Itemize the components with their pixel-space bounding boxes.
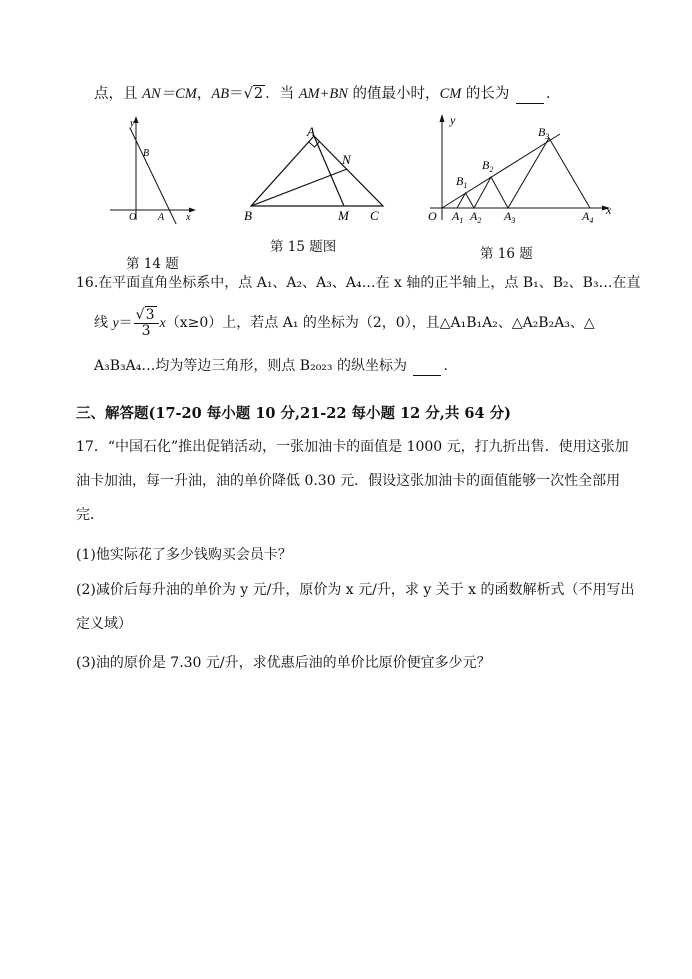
- fig14-a-label: A: [158, 212, 165, 223]
- fig16-a1-label: $A_1$: [452, 209, 464, 225]
- q15-mid: ．当: [265, 86, 299, 102]
- q16-frac-den: 3: [141, 322, 151, 339]
- q16-sqrt-sign: √: [135, 306, 145, 323]
- q16-line1: 16.在平面直角坐标系中，点 A₁、A₂、A₃、A₄…在 x 轴的正半轴上，点 B₁、B₂、B₃…在直: [76, 275, 641, 291]
- fig14-x-label: x: [186, 212, 191, 223]
- fig14-origin-label: O: [129, 212, 137, 223]
- fig16-caption: 第 16 题: [480, 246, 533, 262]
- answer-blank: [516, 89, 544, 104]
- q16-line3-end: ．: [443, 358, 458, 374]
- answer-blank: [413, 361, 441, 376]
- fig16-b2-label: $B_2$: [482, 158, 494, 174]
- sqrt-sign: √: [243, 86, 253, 102]
- fig16-x-label: x: [606, 203, 612, 217]
- q17-part3: (3)油的原价是 7.30 元/升，求优惠后油的单价比原价便宜多少元？: [76, 655, 491, 671]
- fig16-b3-label: $B_3$: [538, 125, 550, 141]
- fig16-y-label: y: [450, 113, 456, 127]
- q16-condition: （x≥0）上，若点 A₁ 的坐标为（2，0），且△A₁B₁A₂、△A₂B₂A₃、△: [165, 315, 595, 331]
- q15-an-cm: AN＝CM: [142, 86, 197, 102]
- q16-line3-text: A₃B₃A₄…均为等边三角形，则点 B₂₀₂₃ 的纵坐标为: [94, 358, 412, 374]
- q16-eq: ＝: [118, 315, 133, 331]
- fig15-a-label: A: [307, 124, 315, 139]
- q15-am-bn: AM+BN: [298, 86, 348, 102]
- q17-line1: 17．“中国石化”推出促销活动，一张加油卡的面值是 1000 元，打九折出售．使用这张加: [76, 439, 629, 455]
- q15-period: ．: [546, 86, 561, 102]
- figure-16: [420, 112, 620, 232]
- q15-text: 点，且: [94, 86, 143, 102]
- q16-line2-pre: 线: [94, 315, 113, 331]
- figure-14: [100, 112, 200, 224]
- q16-frac-num: 3: [145, 306, 155, 323]
- fig16-b1-label: $B_1$: [456, 174, 468, 190]
- q15-mid2: 的值最小时，: [347, 86, 440, 102]
- fig14-b-label: B: [143, 148, 150, 159]
- fig15-c-label: C: [370, 208, 379, 223]
- fig16-a2-label: $A_2$: [470, 209, 482, 225]
- q15-sqrt-value: 2: [253, 86, 264, 102]
- q17-part1: (1)他实际花了多少钱购买会员卡？: [76, 547, 292, 563]
- section-3-heading: 三、解答题(17-20 每小题 10 分,21-22 每小题 12 分,共 64 分): [76, 405, 511, 422]
- q16-fraction: [134, 308, 159, 339]
- q15-ab: AB: [211, 86, 230, 102]
- q15-sep: ，: [196, 86, 212, 102]
- q16-y: y: [112, 316, 119, 331]
- fig14-y-label: y: [130, 118, 135, 129]
- fig16-a3-label: $A_3$: [504, 209, 516, 225]
- q16-x: x: [159, 316, 166, 331]
- fig15-n-label: N: [342, 152, 351, 167]
- fig15-caption: 第 15 题图: [270, 239, 337, 255]
- fig15-b-label: B: [244, 208, 252, 223]
- q16-line2: [94, 306, 595, 341]
- q15-cm: CM: [439, 86, 462, 102]
- fig16-origin-label: O: [428, 209, 437, 223]
- q17-part2-line2: 定义域）: [76, 616, 132, 632]
- q17-line3: 完．: [76, 507, 104, 523]
- q15-condition-line: [94, 84, 561, 104]
- q17-line2: 油卡加油，每一升油，油的单价降低 0.30 元．假设这张加油卡的面值能够一次性全部用: [76, 473, 621, 489]
- fig16-a4-label: $A_4$: [582, 209, 594, 225]
- q17-part2-line1: (2)减价后每升油的单价为 y 元/升，原价为 x 元/升，求 y 关于 x 的函数解析式（不用写出: [76, 582, 635, 598]
- fig15-m-label: M: [338, 208, 349, 223]
- q15-end: 的长为: [461, 86, 515, 102]
- q15-eq: ＝: [229, 86, 244, 102]
- figure-15: [238, 122, 398, 230]
- q16-line3: [94, 356, 457, 376]
- fig14-caption: 第 14 题: [126, 256, 179, 272]
